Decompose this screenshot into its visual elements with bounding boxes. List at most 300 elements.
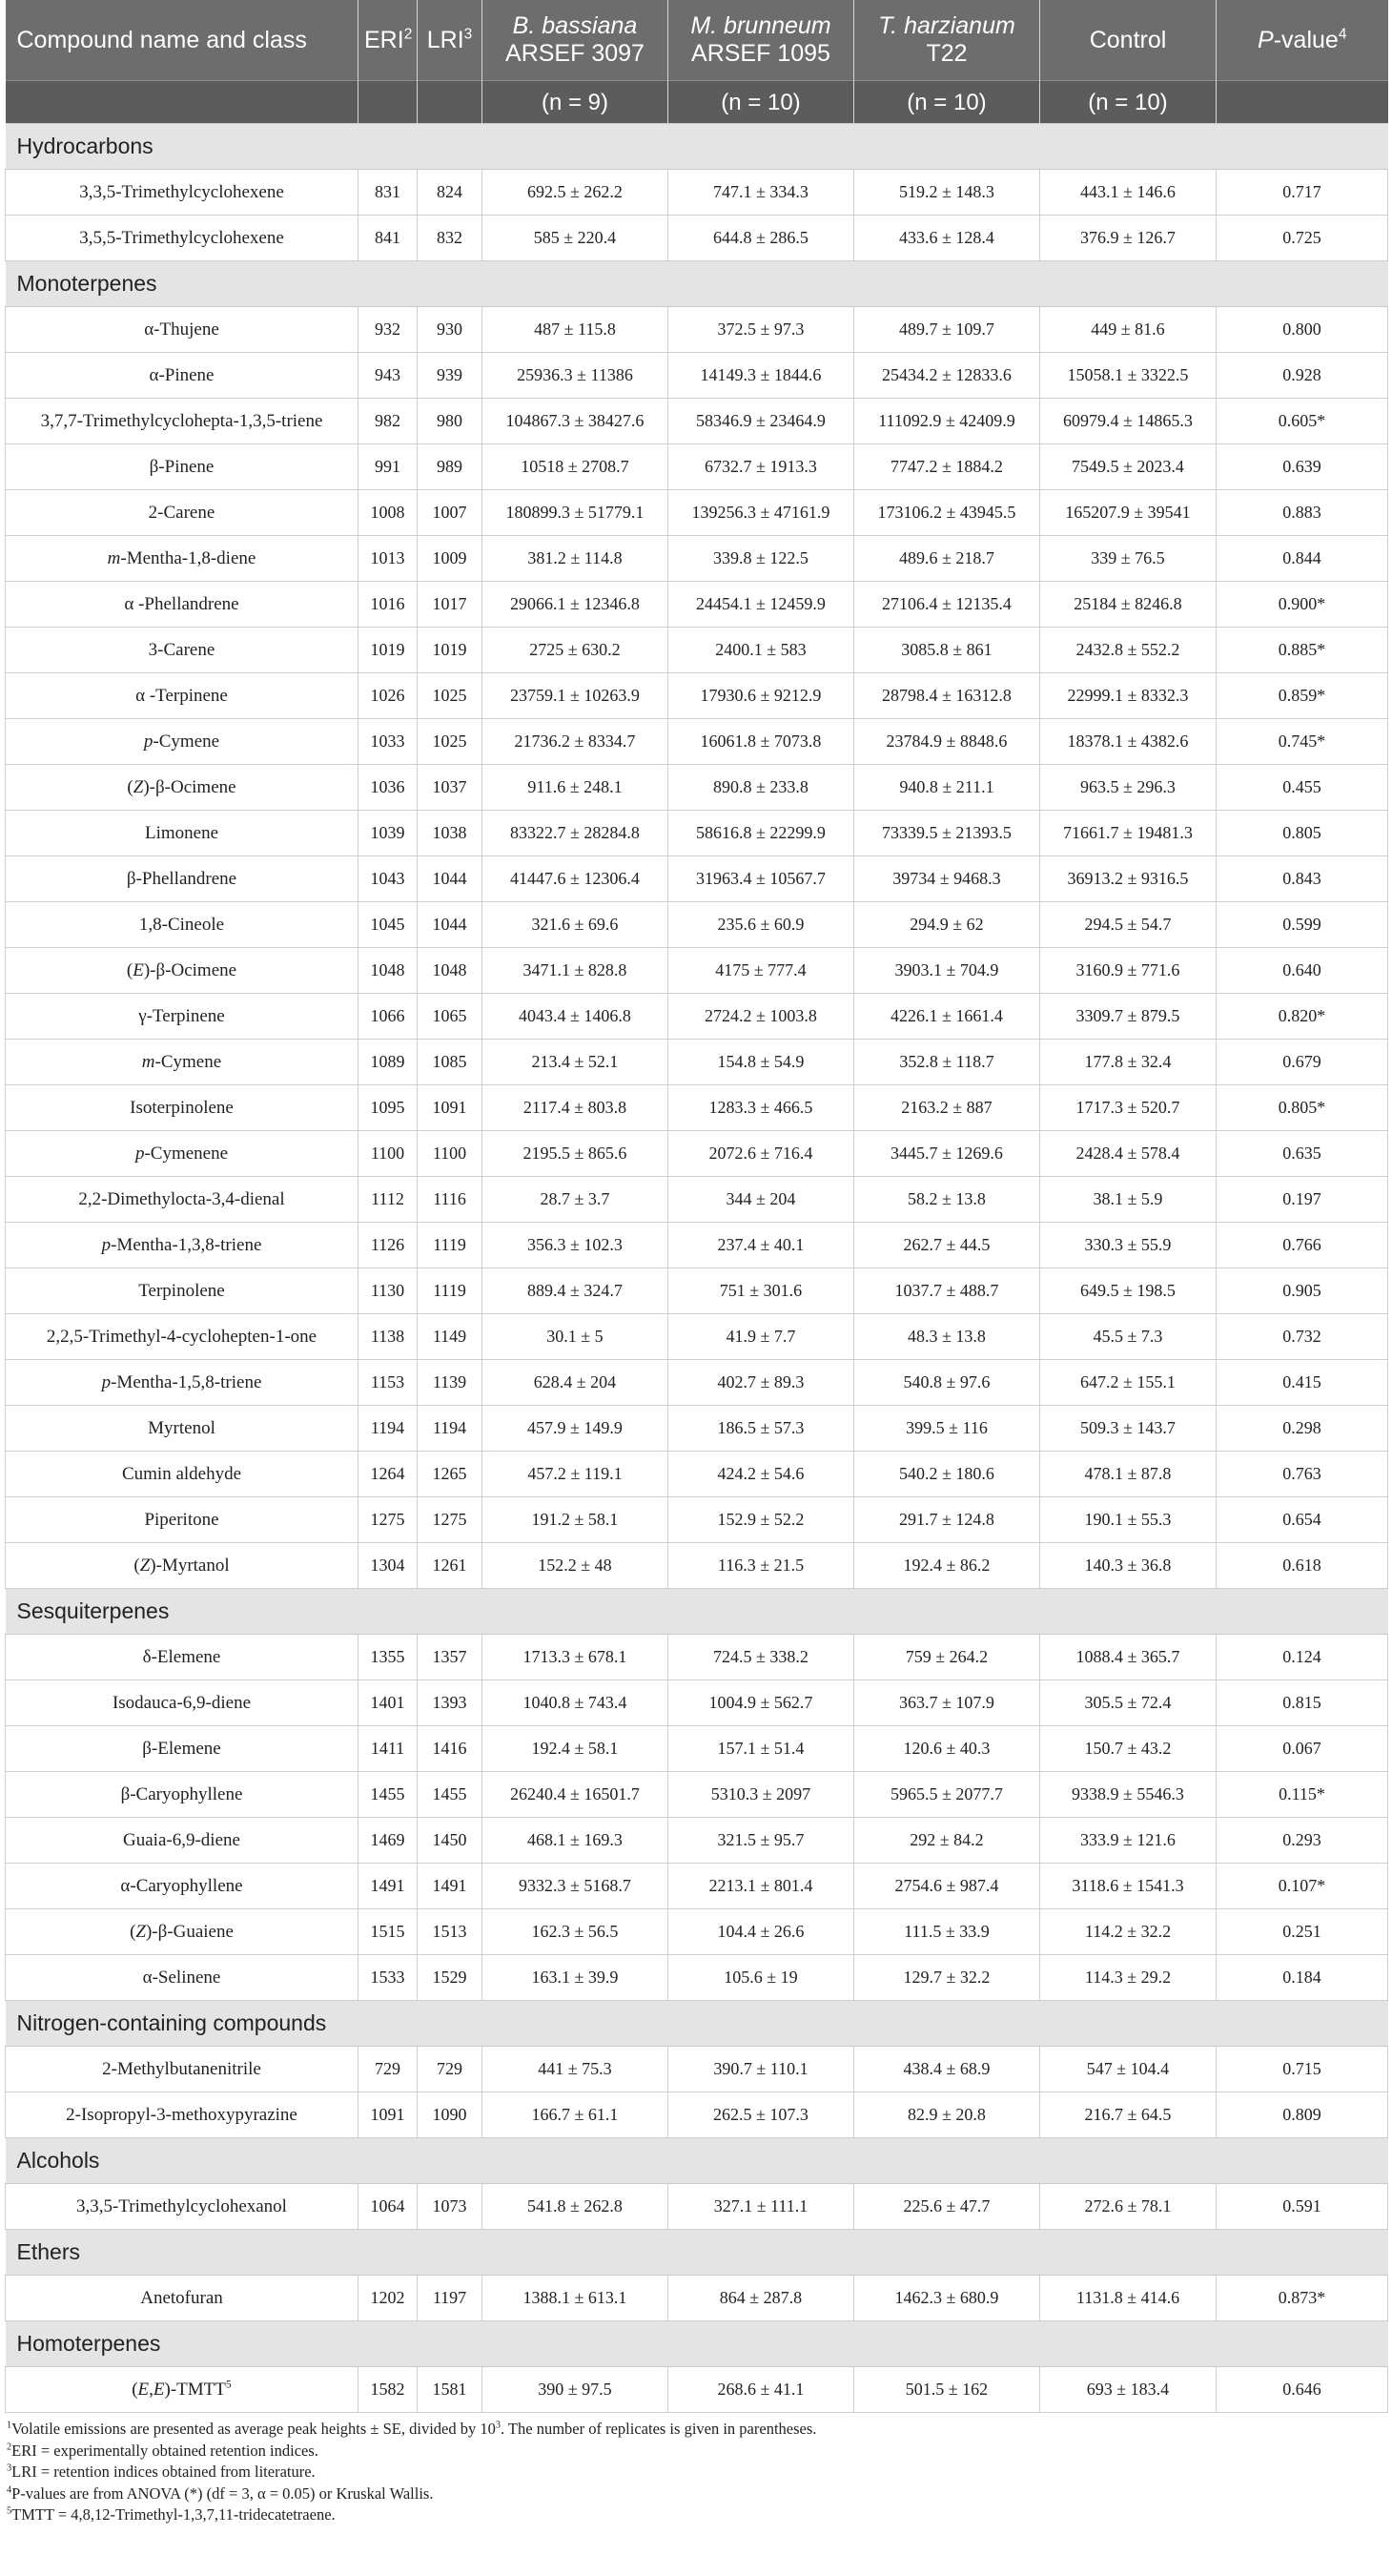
compound-name-cell <box>6 1314 358 1360</box>
cell-bb: 457.9 ± 149.9 <box>482 1406 668 1452</box>
cell-ctrl: 449 ± 81.6 <box>1040 307 1217 353</box>
cell-bb: 23759.1 ± 10263.9 <box>482 673 668 719</box>
compound-name-cell <box>6 1497 358 1543</box>
header-eri-sup: 2 <box>403 26 413 43</box>
header-pvalue-sup: 4 <box>1338 26 1347 43</box>
table-header <box>6 0 1388 124</box>
cell-p: 0.809 <box>1217 2092 1388 2138</box>
cell-p: 0.800 <box>1217 307 1388 353</box>
replicates-bb: (n = 9) <box>482 81 668 124</box>
cell-eri: 1016 <box>358 582 418 628</box>
cell-p: 0.843 <box>1217 856 1388 902</box>
compound-name-cell <box>6 2184 358 2230</box>
cell-ctrl: 547 ± 104.4 <box>1040 2047 1217 2092</box>
cell-p: 0.873* <box>1217 2276 1388 2321</box>
replicates-mb: (n = 10) <box>668 81 854 124</box>
cell-p: 0.654 <box>1217 1497 1388 1543</box>
cell-eri: 841 <box>358 216 418 261</box>
cell-mb: 327.1 ± 111.1 <box>668 2184 854 2230</box>
cell-th: 111092.9 ± 42409.9 <box>854 399 1040 444</box>
compound-name-italic-prefix: E,E <box>137 2379 165 2400</box>
cell-eri: 1013 <box>358 536 418 582</box>
cell-p: 0.745* <box>1217 719 1388 765</box>
compound-name-cell <box>6 1131 358 1177</box>
cell-mb: 402.7 ± 89.3 <box>668 1360 854 1406</box>
compound-name-cell <box>6 719 358 765</box>
cell-p: 0.599 <box>1217 902 1388 948</box>
cell-th: 48.3 ± 13.8 <box>854 1314 1040 1360</box>
table-row <box>6 1040 1388 1085</box>
cell-lri: 1581 <box>418 2367 482 2413</box>
footnote-mark: 5 <box>7 2505 12 2517</box>
table-row <box>6 1772 1388 1818</box>
replicates-empty-4 <box>1217 81 1388 124</box>
compound-name-italic-prefix: p <box>143 731 154 752</box>
compound-name-italic-prefix: p <box>101 1371 112 1392</box>
cell-ctrl: 7549.5 ± 2023.4 <box>1040 444 1217 490</box>
compound-name-cell <box>6 1680 358 1726</box>
cell-th: 129.7 ± 32.2 <box>854 1955 1040 2001</box>
cell-th: 489.6 ± 218.7 <box>854 536 1040 582</box>
cell-p: 0.197 <box>1217 1177 1388 1223</box>
section-title: Sesquiterpenes <box>6 1589 1388 1635</box>
compound-name-cell <box>6 2276 358 2321</box>
cell-p: 0.605* <box>1217 399 1388 444</box>
replicates-th: (n = 10) <box>854 81 1040 124</box>
cell-bb: 25936.3 ± 11386 <box>482 353 668 399</box>
cell-bb: 321.6 ± 69.6 <box>482 902 668 948</box>
cell-p: 0.591 <box>1217 2184 1388 2230</box>
compound-name-rest: )-β-Ocimene <box>143 959 237 980</box>
header-mb <box>668 0 854 81</box>
section-header-row <box>6 124 1388 170</box>
cell-lri: 832 <box>418 216 482 261</box>
cell-eri: 1048 <box>358 948 418 994</box>
cell-mb: 157.1 ± 51.4 <box>668 1726 854 1772</box>
footnote-mark: 3 <box>7 2463 12 2474</box>
table-row <box>6 1314 1388 1360</box>
cell-mb: 235.6 ± 60.9 <box>668 902 854 948</box>
footnote-text: TMTT = 4,8,12-Trimethyl-1,3,7,11-tridecatetraene. <box>11 2505 336 2524</box>
cell-p: 0.928 <box>1217 353 1388 399</box>
cell-ctrl: 9338.9 ± 5546.3 <box>1040 1772 1217 1818</box>
table-row <box>6 811 1388 856</box>
cell-mb: 344 ± 204 <box>668 1177 854 1223</box>
cell-ctrl: 333.9 ± 121.6 <box>1040 1818 1217 1864</box>
cell-p: 0.717 <box>1217 170 1388 216</box>
header-bb-strain: ARSEF 3097 <box>505 40 645 67</box>
cell-th: 2754.6 ± 987.4 <box>854 1864 1040 1909</box>
cell-mb: 41.9 ± 7.7 <box>668 1314 854 1360</box>
cell-eri: 729 <box>358 2047 418 2092</box>
compound-name: Isoterpinolene <box>130 1097 234 1118</box>
cell-ctrl: 443.1 ± 146.6 <box>1040 170 1217 216</box>
cell-eri: 1064 <box>358 2184 418 2230</box>
cell-eri: 1036 <box>358 765 418 811</box>
cell-lri: 1119 <box>418 1268 482 1314</box>
cell-th: 2163.2 ± 887 <box>854 1085 1040 1131</box>
section-header-row <box>6 2321 1388 2367</box>
cell-p: 0.763 <box>1217 1452 1388 1497</box>
table-row <box>6 1452 1388 1497</box>
cell-lri: 1025 <box>418 673 482 719</box>
cell-p: 0.805 <box>1217 811 1388 856</box>
cell-ctrl: 15058.1 ± 3322.5 <box>1040 353 1217 399</box>
cell-eri: 1100 <box>358 1131 418 1177</box>
header-lri-sup: 3 <box>463 26 473 43</box>
cell-mb: 262.5 ± 107.3 <box>668 2092 854 2138</box>
compound-name: γ-Terpinene <box>138 1005 225 1026</box>
compound-name: β-Pinene <box>149 456 215 477</box>
table-row <box>6 1497 1388 1543</box>
cell-lri: 1007 <box>418 490 482 536</box>
cell-lri: 939 <box>418 353 482 399</box>
compound-name-italic-prefix: Z <box>133 776 144 797</box>
cell-lri: 1491 <box>418 1864 482 1909</box>
cell-eri: 1043 <box>358 856 418 902</box>
footnote-text: LRI = retention indices obtained from literature. <box>11 2463 316 2481</box>
cell-ctrl: 294.5 ± 54.7 <box>1040 902 1217 948</box>
cell-th: 489.7 ± 109.7 <box>854 307 1040 353</box>
cell-mb: 268.6 ± 41.1 <box>668 2367 854 2413</box>
cell-bb: 166.7 ± 61.1 <box>482 2092 668 2138</box>
header-bb-species: B. bassiana <box>512 12 638 39</box>
cell-bb: 9332.3 ± 5168.7 <box>482 1864 668 1909</box>
compound-name: 1,8-Cineole <box>138 914 225 935</box>
cell-lri: 1139 <box>418 1360 482 1406</box>
cell-eri: 1401 <box>358 1680 418 1726</box>
table-row <box>6 856 1388 902</box>
table-row <box>6 2276 1388 2321</box>
cell-lri: 1048 <box>418 948 482 994</box>
replicates-empty-1 <box>6 81 358 124</box>
compound-name-footnote-mark: 5 <box>225 2378 232 2391</box>
compound-name: β-Caryophyllene <box>120 1783 243 1804</box>
compound-name: α-Selinene <box>142 1967 221 1988</box>
cell-ctrl: 647.2 ± 155.1 <box>1040 1360 1217 1406</box>
footnote <box>7 2419 1387 2441</box>
cell-lri: 1073 <box>418 2184 482 2230</box>
compound-name-cell: (E)-β-Ocimene <box>6 948 358 994</box>
cell-bb: 28.7 ± 3.7 <box>482 1177 668 1223</box>
cell-lri: 1197 <box>418 2276 482 2321</box>
compound-name-cell <box>6 170 358 216</box>
cell-mb: 154.8 ± 54.9 <box>668 1040 854 1085</box>
cell-ctrl: 114.2 ± 32.2 <box>1040 1909 1217 1955</box>
cell-mb: 2072.6 ± 716.4 <box>668 1131 854 1177</box>
cell-ctrl: 18378.1 ± 4382.6 <box>1040 719 1217 765</box>
cell-eri: 1008 <box>358 490 418 536</box>
compound-name-cell <box>6 902 358 948</box>
cell-p: 0.455 <box>1217 765 1388 811</box>
compound-name-rest: -Mentha-1,8-diene <box>120 547 256 568</box>
cell-th: 73339.5 ± 21393.5 <box>854 811 1040 856</box>
section-header-row <box>6 2138 1388 2184</box>
section-header-row <box>6 1589 1388 1635</box>
cell-ctrl: 38.1 ± 5.9 <box>1040 1177 1217 1223</box>
cell-mb: 139256.3 ± 47161.9 <box>668 490 854 536</box>
cell-mb: 747.1 ± 334.3 <box>668 170 854 216</box>
cell-mb: 372.5 ± 97.3 <box>668 307 854 353</box>
cell-eri: 1304 <box>358 1543 418 1589</box>
cell-lri: 930 <box>418 307 482 353</box>
compound-name-cell <box>6 1818 358 1864</box>
header-th-strain: T22 <box>926 40 968 67</box>
cell-bb: 1040.8 ± 743.4 <box>482 1680 668 1726</box>
cell-mb: 237.4 ± 40.1 <box>668 1223 854 1268</box>
table-row <box>6 1223 1388 1268</box>
cell-ctrl: 45.5 ± 7.3 <box>1040 1314 1217 1360</box>
footnote-text: ERI = experimentally obtained retention indices. <box>11 2441 318 2460</box>
cell-bb: 162.3 ± 56.5 <box>482 1909 668 1955</box>
cell-eri: 1112 <box>358 1177 418 1223</box>
table-row <box>6 1406 1388 1452</box>
cell-eri: 1126 <box>358 1223 418 1268</box>
compound-name-cell <box>6 1864 358 1909</box>
cell-th: 399.5 ± 116 <box>854 1406 1040 1452</box>
footnote <box>7 2462 1387 2483</box>
cell-ctrl: 60979.4 ± 14865.3 <box>1040 399 1217 444</box>
cell-p: 0.732 <box>1217 1314 1388 1360</box>
cell-th: 3445.7 ± 1269.6 <box>854 1131 1040 1177</box>
cell-bb: 3471.1 ± 828.8 <box>482 948 668 994</box>
compound-name-cell <box>6 1772 358 1818</box>
section-title: Homoterpenes <box>6 2321 1388 2367</box>
header-control: Control <box>1040 0 1217 81</box>
cell-ctrl: 1088.4 ± 365.7 <box>1040 1635 1217 1680</box>
cell-p: 0.107* <box>1217 1864 1388 1909</box>
cell-mb: 424.2 ± 54.6 <box>668 1452 854 1497</box>
compound-name-italic-prefix: p <box>134 1143 145 1164</box>
cell-bb: 585 ± 220.4 <box>482 216 668 261</box>
cell-th: 540.8 ± 97.6 <box>854 1360 1040 1406</box>
cell-bb: 356.3 ± 102.3 <box>482 1223 668 1268</box>
cell-mb: 390.7 ± 110.1 <box>668 2047 854 2092</box>
cell-bb: 541.8 ± 262.8 <box>482 2184 668 2230</box>
compound-name-cell: (E,E)-TMTT$^5$ <box>6 2367 358 2413</box>
cell-lri: 1265 <box>418 1452 482 1497</box>
cell-mb: 152.9 ± 52.2 <box>668 1497 854 1543</box>
table-row <box>6 1543 1388 1589</box>
cell-lri: 1091 <box>418 1085 482 1131</box>
table-row <box>6 1864 1388 1909</box>
cell-bb: 30.1 ± 5 <box>482 1314 668 1360</box>
compound-name: 2-Isopropyl-3-methoxypyrazine <box>66 2104 297 2125</box>
footnote-mark: 4 <box>7 2484 12 2495</box>
cell-lri: 1149 <box>418 1314 482 1360</box>
cell-ctrl: 150.7 ± 43.2 <box>1040 1726 1217 1772</box>
cell-ctrl: 22999.1 ± 8332.3 <box>1040 673 1217 719</box>
cell-mb: 17930.6 ± 9212.9 <box>668 673 854 719</box>
cell-ctrl: 165207.9 ± 39541 <box>1040 490 1217 536</box>
cell-ctrl: 330.3 ± 55.9 <box>1040 1223 1217 1268</box>
cell-ctrl: 114.3 ± 29.2 <box>1040 1955 1217 2001</box>
cell-ctrl: 478.1 ± 87.8 <box>1040 1452 1217 1497</box>
compound-name-cell: (Z)-β-Guaiene <box>6 1909 358 1955</box>
compound-name: α-Caryophyllene <box>120 1875 243 1896</box>
cell-th: 501.5 ± 162 <box>854 2367 1040 2413</box>
cell-mb: 321.5 ± 95.7 <box>668 1818 854 1864</box>
table-row <box>6 765 1388 811</box>
header-bb <box>482 0 668 81</box>
cell-lri: 1085 <box>418 1040 482 1085</box>
table-row <box>6 948 1388 994</box>
cell-bb: 21736.2 ± 8334.7 <box>482 719 668 765</box>
cell-lri: 1019 <box>418 628 482 673</box>
cell-bb: 468.1 ± 169.3 <box>482 1818 668 1864</box>
compound-name-cell <box>6 628 358 673</box>
cell-eri: 1033 <box>358 719 418 765</box>
compound-name-cell <box>6 582 358 628</box>
cell-lri: 824 <box>418 170 482 216</box>
cell-p: 0.715 <box>1217 2047 1388 2092</box>
cell-bb: 163.1 ± 39.9 <box>482 1955 668 2001</box>
cell-th: 291.7 ± 124.8 <box>854 1497 1040 1543</box>
cell-mb: 864 ± 287.8 <box>668 2276 854 2321</box>
cell-p: 0.184 <box>1217 1955 1388 2001</box>
compound-name-italic-prefix: Z <box>135 1921 146 1942</box>
cell-bb: 192.4 ± 58.1 <box>482 1726 668 1772</box>
cell-p: 0.618 <box>1217 1543 1388 1589</box>
cell-p: 0.635 <box>1217 1131 1388 1177</box>
cell-th: 438.4 ± 68.9 <box>854 2047 1040 2092</box>
footnote-text: P-values are from ANOVA (*) (df = 3, α = 0.05) or Kruskal Wallis. <box>11 2483 434 2503</box>
table-row <box>6 2184 1388 2230</box>
cell-ctrl: 1131.8 ± 414.6 <box>1040 2276 1217 2321</box>
compound-name-cell <box>6 1955 358 2001</box>
footnote-mark: 2 <box>7 2442 12 2452</box>
cell-eri: 1153 <box>358 1360 418 1406</box>
cell-bb: 180899.3 ± 51779.1 <box>482 490 668 536</box>
table-row <box>6 1085 1388 1131</box>
cell-eri: 1264 <box>358 1452 418 1497</box>
replicates-empty-2 <box>358 81 418 124</box>
cell-eri: 943 <box>358 353 418 399</box>
cell-th: 433.6 ± 128.4 <box>854 216 1040 261</box>
cell-lri: 1100 <box>418 1131 482 1177</box>
cell-bb: 381.2 ± 114.8 <box>482 536 668 582</box>
cell-th: 39734 ± 9468.3 <box>854 856 1040 902</box>
header-th-species: T. harzianum <box>878 12 1015 39</box>
table-row <box>6 582 1388 628</box>
cell-bb: 487 ± 115.8 <box>482 307 668 353</box>
section-title: Nitrogen-containing compounds <box>6 2001 1388 2047</box>
cell-ctrl: 963.5 ± 296.3 <box>1040 765 1217 811</box>
cell-ctrl: 2428.4 ± 578.4 <box>1040 1131 1217 1177</box>
compound-name-cell: (Z)-β-Ocimene <box>6 765 358 811</box>
cell-mb: 2213.1 ± 801.4 <box>668 1864 854 1909</box>
cell-lri: 1393 <box>418 1680 482 1726</box>
compound-name-italic-prefix: m <box>141 1051 155 1072</box>
cell-p: 0.820* <box>1217 994 1388 1040</box>
cell-th: 1037.7 ± 488.7 <box>854 1268 1040 1314</box>
compound-name-cell <box>6 994 358 1040</box>
cell-mb: 24454.1 ± 12459.9 <box>668 582 854 628</box>
cell-ctrl: 649.5 ± 198.5 <box>1040 1268 1217 1314</box>
cell-eri: 1491 <box>358 1864 418 1909</box>
cell-bb: 29066.1 ± 12346.8 <box>482 582 668 628</box>
compound-name-rest: -Cymene <box>154 1051 222 1072</box>
cell-eri: 1091 <box>358 2092 418 2138</box>
cell-lri: 1529 <box>418 1955 482 2001</box>
table-row <box>6 994 1388 1040</box>
compound-name-italic-prefix: Z <box>139 1555 151 1576</box>
compound-name-rest: -Cymenene <box>144 1143 229 1164</box>
cell-bb: 191.2 ± 58.1 <box>482 1497 668 1543</box>
cell-ctrl: 25184 ± 8246.8 <box>1040 582 1217 628</box>
cell-mb: 6732.7 ± 1913.3 <box>668 444 854 490</box>
cell-th: 4226.1 ± 1661.4 <box>854 994 1040 1040</box>
cell-ctrl: 2432.8 ± 552.2 <box>1040 628 1217 673</box>
cell-p: 0.639 <box>1217 444 1388 490</box>
cell-mb: 5310.3 ± 2097 <box>668 1772 854 1818</box>
cell-bb: 628.4 ± 204 <box>482 1360 668 1406</box>
cell-mb: 644.8 ± 286.5 <box>668 216 854 261</box>
compound-name-italic-prefix: m <box>107 547 121 568</box>
cell-p: 0.805* <box>1217 1085 1388 1131</box>
cell-bb: 1388.1 ± 613.1 <box>482 2276 668 2321</box>
cell-ctrl: 3160.9 ± 771.6 <box>1040 948 1217 994</box>
compound-name: Limonene <box>144 822 219 843</box>
header-lri-label: LRI <box>426 26 464 53</box>
cell-bb: 911.6 ± 248.1 <box>482 765 668 811</box>
cell-mb: 16061.8 ± 7073.8 <box>668 719 854 765</box>
footnote-text: Volatile emissions are presented as average peak heights ± SE, divided by 10 <box>11 2420 496 2438</box>
header-lri <box>418 0 482 81</box>
footnotes <box>5 2413 1387 2526</box>
cell-ctrl: 693 ± 183.4 <box>1040 2367 1217 2413</box>
cell-th: 363.7 ± 107.9 <box>854 1680 1040 1726</box>
cell-lri: 1275 <box>418 1497 482 1543</box>
cell-th: 27106.4 ± 12135.4 <box>854 582 1040 628</box>
cell-lri: 1037 <box>418 765 482 811</box>
cell-lri: 989 <box>418 444 482 490</box>
table-row <box>6 216 1388 261</box>
compound-name: 3,3,5-Trimethylcyclohexanol <box>76 2195 287 2216</box>
compound-name: 3,5,5-Trimethylcyclohexene <box>79 227 284 248</box>
cell-p: 0.640 <box>1217 948 1388 994</box>
cell-ctrl: 376.9 ± 126.7 <box>1040 216 1217 261</box>
compound-name: 3,3,5-Trimethylcyclohexene <box>79 181 284 202</box>
cell-p: 0.646 <box>1217 2367 1388 2413</box>
cell-lri: 1065 <box>418 994 482 1040</box>
cell-bb: 2117.4 ± 803.8 <box>482 1085 668 1131</box>
table-row <box>6 1818 1388 1864</box>
compound-name: α-Pinene <box>149 364 215 385</box>
cell-lri: 1261 <box>418 1543 482 1589</box>
cell-eri: 1411 <box>358 1726 418 1772</box>
compound-name: β-Elemene <box>142 1738 221 1759</box>
compound-name: 2,2,5-Trimethyl-4-cyclohepten-1-one <box>46 1326 317 1347</box>
compound-name-cell <box>6 1452 358 1497</box>
table-row <box>6 399 1388 444</box>
cell-lri: 1009 <box>418 536 482 582</box>
header-eri <box>358 0 418 81</box>
cell-th: 120.6 ± 40.3 <box>854 1726 1040 1772</box>
section-title: Alcohols <box>6 2138 1388 2184</box>
header-row <box>6 0 1388 81</box>
table-row <box>6 1268 1388 1314</box>
compound-name: Guaia-6,9-diene <box>123 1829 240 1850</box>
cell-ctrl: 339 ± 76.5 <box>1040 536 1217 582</box>
cell-eri: 932 <box>358 307 418 353</box>
table-row <box>6 444 1388 490</box>
table-row <box>6 353 1388 399</box>
table-row <box>6 1360 1388 1406</box>
section-title: Ethers <box>6 2230 1388 2276</box>
compound-name-cell <box>6 1406 358 1452</box>
cell-ctrl: 272.6 ± 78.1 <box>1040 2184 1217 2230</box>
